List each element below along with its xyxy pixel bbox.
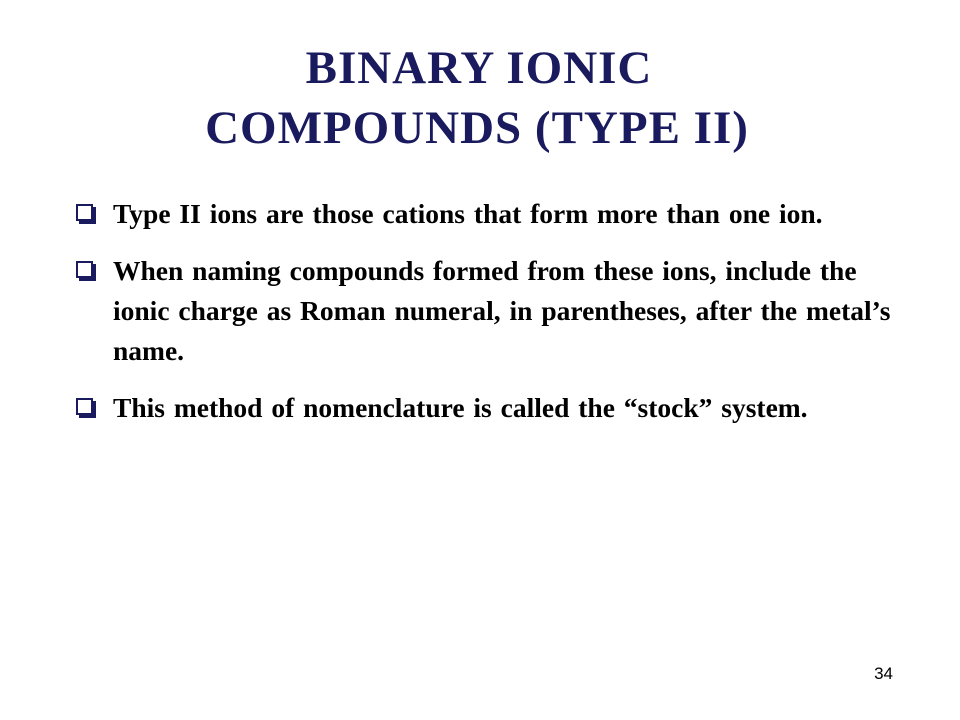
bullet-item: [76, 194, 916, 234]
slide-number: 34: [874, 664, 893, 683]
bullet-item: [76, 388, 916, 428]
bullet-text: Type II ions are those cations that form more than one ion.: [113, 198, 823, 229]
slide-title-line-2: COMPOUNDS (TYPE II): [205, 102, 749, 154]
bullet-text: When naming compounds formed from these ions, include the ionic charge as Roman numeral, in parentheses, after the metal’s name.: [113, 255, 891, 366]
bullet-text: This method of nomenclature is called the “stock” system.: [113, 392, 808, 423]
bullet-item: [76, 251, 916, 371]
hollow-square-bullet-icon: [76, 204, 93, 221]
slide-title: [0, 38, 960, 158]
hollow-square-bullet-icon: [76, 398, 93, 415]
slide-title-line-1: BINARY IONIC: [305, 42, 653, 94]
bullet-list: [76, 194, 916, 445]
hollow-square-bullet-icon: [76, 261, 93, 278]
